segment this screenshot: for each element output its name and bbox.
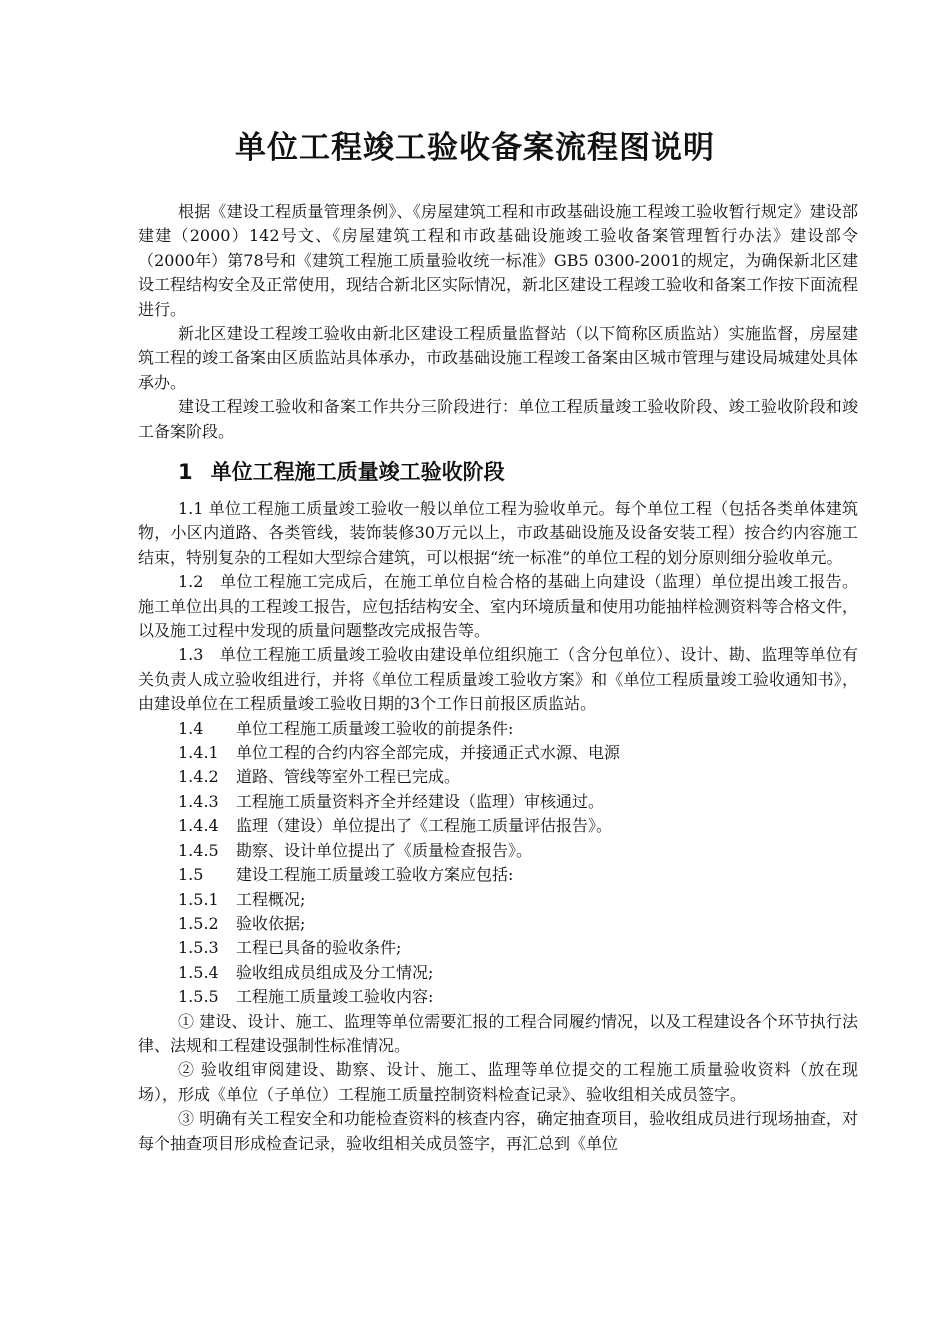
circled-item: ② 验收组审阅建设、勘察、设计、施工、监理等单位提交的工程施工质量验收资料（放在现场），形成《单位（子单位）工程施工质量控制资料检查记录》、验收组相关成员签字。 <box>138 1060 858 1104</box>
item-number: 1.5.2 <box>178 913 219 933</box>
clause-text: 建设工程施工质量竣工验收方案应包括: <box>236 865 514 885</box>
item-number: 1.5.1 <box>178 889 219 909</box>
list-item <box>138 814 858 838</box>
intro-paragraph: 建设工程竣工验收和备案工作共分三阶段进行：单位工程质量竣工验收阶段、竣工验收阶段和竣工备案阶段。 <box>138 397 858 441</box>
circled-item: ③ 明确有关工程安全和功能检查资料的核查内容，确定抽查项目，验收组成员进行现场抽查，对每个抽查项目形成检查记录，验收组相关成员签字，再汇总到《单位 <box>138 1109 858 1153</box>
intro-paragraph: 根据《建设工程质量管理条例》、《房屋建筑工程和市政基础设施工程竣工验收暂行规定》建设部建建（2000）142号文、《房屋建筑工程和市政基础设施竣工验收备案管理暂行办法》建设部令（2000年）第78号和《建筑工程施工质量验收统一标准》GB5 0300-2001的规定，为确保新北区建设工程结构安全及正常使用，现结合新北区实际情况，新北区建设工程竣工验收和备案工作按下面流程进行。 <box>138 202 859 319</box>
clause-paragraph: 1.1 单位工程施工质量竣工验收一般以单位工程为验收单元。每个单位工程（包括各类单体建筑物，小区内道路、各类管线，装饰装修30万元以上，市政基础设施及设备安装工程）按合约内容施工结束，特别复杂的工程如大型综合建筑，可以根据“统一标准”的单位工程的划分原则细分验收单元。 <box>138 499 858 567</box>
item-text: 工程已具备的验收条件; <box>236 938 402 958</box>
item-text: 验收依据; <box>236 913 306 933</box>
item-text: 验收组成员组成及分工情况; <box>236 962 434 982</box>
clause-heading <box>138 717 858 741</box>
item-number: 1.4.3 <box>178 791 219 811</box>
item-number: 1.5.3 <box>178 938 219 958</box>
item-text: 监理（建设）单位提出了《工程施工质量评估报告》。 <box>236 816 613 836</box>
section-title: 单位工程施工质量竣工验收阶段 <box>210 460 505 484</box>
item-number: 1.4.1 <box>178 743 219 763</box>
clause-heading <box>138 863 858 887</box>
item-number: 1.4.2 <box>178 767 219 787</box>
item-text: 工程施工质量资料齐全并经建设（监理）审核通过。 <box>236 791 605 811</box>
list-item <box>138 790 858 814</box>
item-text: 工程施工质量竣工验收内容: <box>236 987 434 1007</box>
list-item <box>138 936 858 960</box>
item-number: 1.5.4 <box>178 962 219 982</box>
clause-paragraph: 1.2 单位工程施工完成后，在施工单位自检合格的基础上向建设（监理）单位提出竣工报告。施工单位出具的工程竣工报告，应包括结构安全、室内环境质量和使用功能抽样检测资料等合格文件，以及施工过程中发现的质量问题整改完成报告等。 <box>138 572 859 641</box>
list-item <box>138 741 858 765</box>
item-text: 勘察、设计单位提出了《质量检查报告》。 <box>236 840 533 860</box>
intro-section <box>138 200 858 444</box>
list-item <box>138 765 858 789</box>
section-number: 1 <box>178 460 193 484</box>
item-number: 1.4.4 <box>178 816 219 836</box>
list-item <box>138 961 858 985</box>
list-item <box>138 985 858 1009</box>
section-body <box>138 497 858 1156</box>
item-number: 1.5.5 <box>178 987 219 1007</box>
clause-text: 单位工程施工质量竣工验收的前提条件: <box>236 718 514 738</box>
intro-paragraph: 新北区建设工程竣工验收由新北区建设工程质量监督站（以下简称区质监站）实施监督，房屋建筑工程的竣工备案由区质监站具体承办，市政基础设施工程竣工备案由区城市管理与建设局城建处具体承办。 <box>138 324 859 392</box>
circled-item: ① 建设、设计、施工、监理等单位需要汇报的工程合同履约情况，以及工程建设各个环节执行法律、法规和工程建设强制性标准情况。 <box>138 1011 858 1055</box>
list-item <box>138 839 858 863</box>
item-text: 单位工程的合约内容全部完成，并接通正式水源、电源 <box>236 743 621 763</box>
page-title: 单位工程竣工验收备案流程图说明 <box>235 130 715 166</box>
list-item <box>138 912 858 936</box>
clause-number: 1.4 <box>178 718 204 738</box>
item-number: 1.4.5 <box>178 840 219 860</box>
list-item <box>138 888 858 912</box>
item-text: 道路、管线等室外工程已完成。 <box>236 767 461 787</box>
clause-number: 1.5 <box>178 865 204 885</box>
section-heading <box>178 456 505 488</box>
clause-paragraph: 1.3 单位工程施工质量竣工验收由建设单位组织施工（含分包单位）、设计、勘、监理等单位有关负责人成立验收组进行，并将《单位工程质量竣工验收方案》和《单位工程质量竣工验收通知书》，由建设单位在工程质量竣工验收日期的3个工作日前报区质监站。 <box>138 645 858 714</box>
item-text: 工程概况; <box>236 889 306 909</box>
